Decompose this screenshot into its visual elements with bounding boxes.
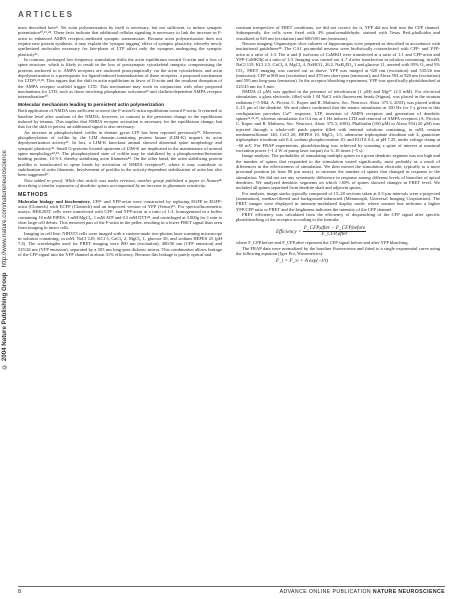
sidebar-copyright xyxy=(0,150,14,450)
paragraph: For analysis, image stacks typically composed of 15–20 sections taken at 0.5-μm intervals were z-projected (summation), median-filtered and background-subtracted (Metamorph, Universal Imaging Corporation). The FRET images were displayed in intensity-modulated display mode, where warmer hue indicates a higher YFP/CFP ratio or FRET and the brightness indicates the intensity of the CFP channel. xyxy=(236,190,440,212)
paragraph: The FRAP data were normalized by the baseline fluorescence and fitted to a single exponential curve using the following equation (Igor Pro, Wavemetrics): xyxy=(236,245,440,257)
paragraph: nism described here⁴. Yet actin polymerization by itself is necessary, but not sufficient, to induce synaptic potentiation¹⁰,¹⁵,²⁴. These facts indicate that additional cellular signaling is necessary to link the increase in F-actin to enhanced AMPA receptor–mediated synaptic transmission. Because actin polymerization does not require new protein synthesis, it may explain the 'synapse tagging' effect of synaptic plasticity, whereby newly synthesized molecules necessary for late-phase of LTP affect only the synapses undergoing the synaptic plasticity³⁶. xyxy=(18,25,222,57)
right-column xyxy=(236,25,440,268)
paragraph: Imaging in cell line. NIH3T3 cells were imaged with a custom-made two-photon laser scanning microscope in solution containing, in mM, NaCl 129, KCl 5, CaCl₂ 2, MgCl₂ 1, glucose 30, and sodium HEPES 25 (pH 7.4). The wavelengths used for FRET imaging were 800 nm (excitation), 480/30 nm (CFP emission) and 535/26 nm (YFP emission), separated by a 505 nm long-pass dichroic mirror. This combination allows leakage of the CFP signal into the YFP channel at about 31% efficiency. Because this leakage is purely optical and xyxy=(18,230,222,258)
paragraph: In contrast, prolonged low-frequency stimulation shifts the actin equilibrium toward G-actin and a loss of spine structure, which is likely to result in the loss of postsynaptic cytoskeletal integrity, compromising the proteins anchored to it. AMPA receptors are anchored postsynaptically via the actin cytoskeleton, and actin depolymerization is a prerequisite for ligand-induced internalization of these receptors, a proposed mechanism for LTD²⁹,²¹,³⁸. This argues that the shift in actin equilibrium in favor of G-actin and the resultant disruption of the AMPA receptor scaffold trigger LTD. This mechanism may work in conjunction with other proposed mechanisms for LTD, such as those involving phosphatase activation³⁹ and clathrin-dependent AMPA receptor internalization⁴⁰. xyxy=(18,57,222,100)
paragraph: constant irrespective of FRET conditions, we did not correct for it. YFP did not leak into the CFP channel. Subsequently, the cells were fixed with 4% paraformaldehyde, stained with Texas Red–phalloidin and visualized at 920 nm (excitation) and 600/100 nm (emission). xyxy=(236,25,440,41)
paragraph: An increase in phosphorylated cofilin in dentate gyrus LTP has been reported previously¹⁸. Moreover, phosphorylation of cofilin by the LIM domain–containing protein kinase (LIM-K) impairs its actin depolymerization activity²¹. In fact, a LIM-K knockout animal showed abnormal spine morphology and synaptic plasticity⁴¹. Small G-proteins located upstream of LIM-K are implicated in the maintenance of normal spine morphology⁴²,⁴³. The phosphorylated state of cofilin may be stabilized by a phosphoserine/threonine binding protein, 14-3-3, thereby stabilizing actin filaments⁴⁴. On the other hand, the actin stabilizing protein profilin is translocated to spine heads by activation of NMDA receptors⁴⁵, where it may contribute to stabilization of actin filaments. Involvement of profilin in the activity-dependent stabilization of actin has also been suggested¹⁷. xyxy=(18,129,222,178)
section-heading: Molecular mechanism leading to persistent actin polymerization xyxy=(18,102,165,108)
subsection-heading: Molecular biology and biochemistry. xyxy=(18,198,91,204)
equation-numerator: F_CFP,after − F_CFP,before xyxy=(303,224,366,231)
section-header: ARTICLES xyxy=(18,10,74,19)
paragraph: where F_CFP,before and F_CFP,after represent the CFP signal before and after YFP bleaching. xyxy=(236,240,409,246)
journal-prefix: ADVANCE ONLINE PUBLICATION xyxy=(279,589,372,595)
paragraph: Both application of NMDA was sufficient to move the F-actin/G-actin equilibrium toward F-actin. It returned to baseline level after washout of the NMDA, however, in contrast to the persistent change in the equilibrium induced by tetanus. This implies that NMDA receptor activation is necessary for the equilibrium change, but that for the shift to persist, an additional signal is also necessary. xyxy=(18,108,222,130)
footer-divider xyxy=(18,586,445,587)
paragraph: FRET efficiency was calculated from the efficiency of dequenching of the CFP signal after specific photobleaching of the acceptor according to the formula: xyxy=(236,212,440,223)
journal-name: NATURE NEUROSCIENCE xyxy=(372,589,445,595)
frap-equation: F_t = F_∞ + A exp(−t/τ) xyxy=(276,258,329,265)
journal-footer xyxy=(280,589,445,595)
equation-denominator: F_CFP,after xyxy=(321,231,348,238)
methods-heading: METHODS xyxy=(18,192,48,199)
equation-lhs: Efficiency = xyxy=(276,228,302,235)
note-added-in-proof: Note added in proof: While this article was under revision, another group published a paper in Nature⁴⁶ describing a similar expansion of dendritic spines accompanied by an increase in glutamate sensitivity. xyxy=(18,177,222,188)
page-number: 8 xyxy=(18,589,22,595)
left-column xyxy=(18,25,222,257)
paragraph: Neuron imaging. Organotypic slice cultures of hippocampus were prepared as described in accordance with institutional guidelines⁴⁸. The CA1 pyramidal neurons were biolistically cotransfected with CFP- and YFP-actin at a ratio of 1:3. The α and β isoforms of CaMKII were transfected at a ratio of 1:1 and CFP-actin and YFP-CaMKIIβ at a ratio of 1:3. Imaging was carried out 4–7 d after transfection in solution containing, in mM, NaCl 119, KCl 2.5, CaCl₂ 4, MgCl₂ 4, NaHCO₃ 26.2, NaH₂PO₄ 1 and glucose 11, aerated with 95% O₂ and 5% CO₂. FRET imaging was carried out as above. YFP was imaged at 920 nm (excitation) and 535/26 nm (emission); CFP at 800 nm (excitation) and 470 nm short-pass (emission); and Alexa 594 at 920 nm (excitation) and 595 nm long-pass (emission). In the acceptor bleaching experiment, YFP was specifically photobleached at 525/45 nm for 3 min. xyxy=(236,41,440,89)
paragraph: NMDA (2 μM) was applied in the presence of tetrodotoxin (1 μM) and Mg²⁺ (2.5 mM). For electrical stimulation, a glass electrode, filled with 1 M NaCl with fluorescent beads (Sigma), was placed in the stratum radiatum (~5 MΩ; A. Piccini, C. Kopec and R. Malinow, Soc. Neurosci. Abstr. 375.3, 2003), was placed within 5–15 μm of the dendrite. We and others confirmed that the tetanic stimulation at 100 Hz for 1 s given in this configuration provokes Ca²⁺ response, LTP, insertion of AMPA receptors and generation of dendritic spines¹³,²⁵,⁴⁹, whereas stimulation for 0.4 ms at 1 Hz induces LTD and removal of AMPA receptors (A. Piccini, C. Kopec and R. Malinow, Soc. Neurosci. Abstr. 375.3, 2003). Phalloidin (100 μM) or Alexa 594 (20 μM) was injected through a whole-cell patch pipette filled with internal solutions containing, in mM, cesium methanesulfonate 140, CsCl 20, HEPES 10, MgCl₂ 1.5, adenosine triphosphate disodium salt 4, guanosine triphosphate trisodium salt 0.4, sodium phosphocreatine 10, and EGTA 0.4, at pH 7.25, under voltage clamp at −60 mV. For FRAP experiments, photobleaching was achieved by scanning a spine of interest at maximal excitation power (~1.4 W of pump laser output) for 5–10 times (~5 s). xyxy=(236,89,440,153)
journal-url[interactable]: http://www.nature.com/natureneuroscience xyxy=(1,150,8,268)
paragraph: CFP- and YFP-actin were constructed by replacing EGFP in EGFP-actin (Clontech) with ECFP (Clontech) and an improved version of YFP (Venus)⁴⁷. For spectrofluorometric assays, HEK293T cells were transfected with CFP- and YFP-actin at a ratio of 1:3, homogenized in a buffer containing 10 mM PIPES, 1 mM MgCl₂, 1 mM ATP and 0.5 mM DTT⁴⁸, and centrifuged at 3,000g for 1 min to clear large cell debris. This removed part of the F-actin in the pellet, resulting in a lower FRET signal than seen from imaging in intact cells. xyxy=(18,198,223,231)
paragraph: Image analysis. The probability of stimulating multiple spines in a given dendritic segment was not high and the number of spines that responded to the stimulation varied significantly, most probably as a result of differences in the effectiveness of stimulation. We then moved the stimulation electrode, typically to a more proximal position (at least 80 μm away), to increase the number of spines that changed in response to the stimulation. We did not see any systematic difference in response among different levels of branches of apical dendrites. We analyzed dendritic segments on which >40% of spines showed changes in FRET level. We included all spines separated from dendrite shaft and adjacent spines. xyxy=(236,153,440,191)
copyright-text: © 2004 Nature Publishing Group xyxy=(1,272,8,370)
efficiency-equation xyxy=(276,226,440,238)
